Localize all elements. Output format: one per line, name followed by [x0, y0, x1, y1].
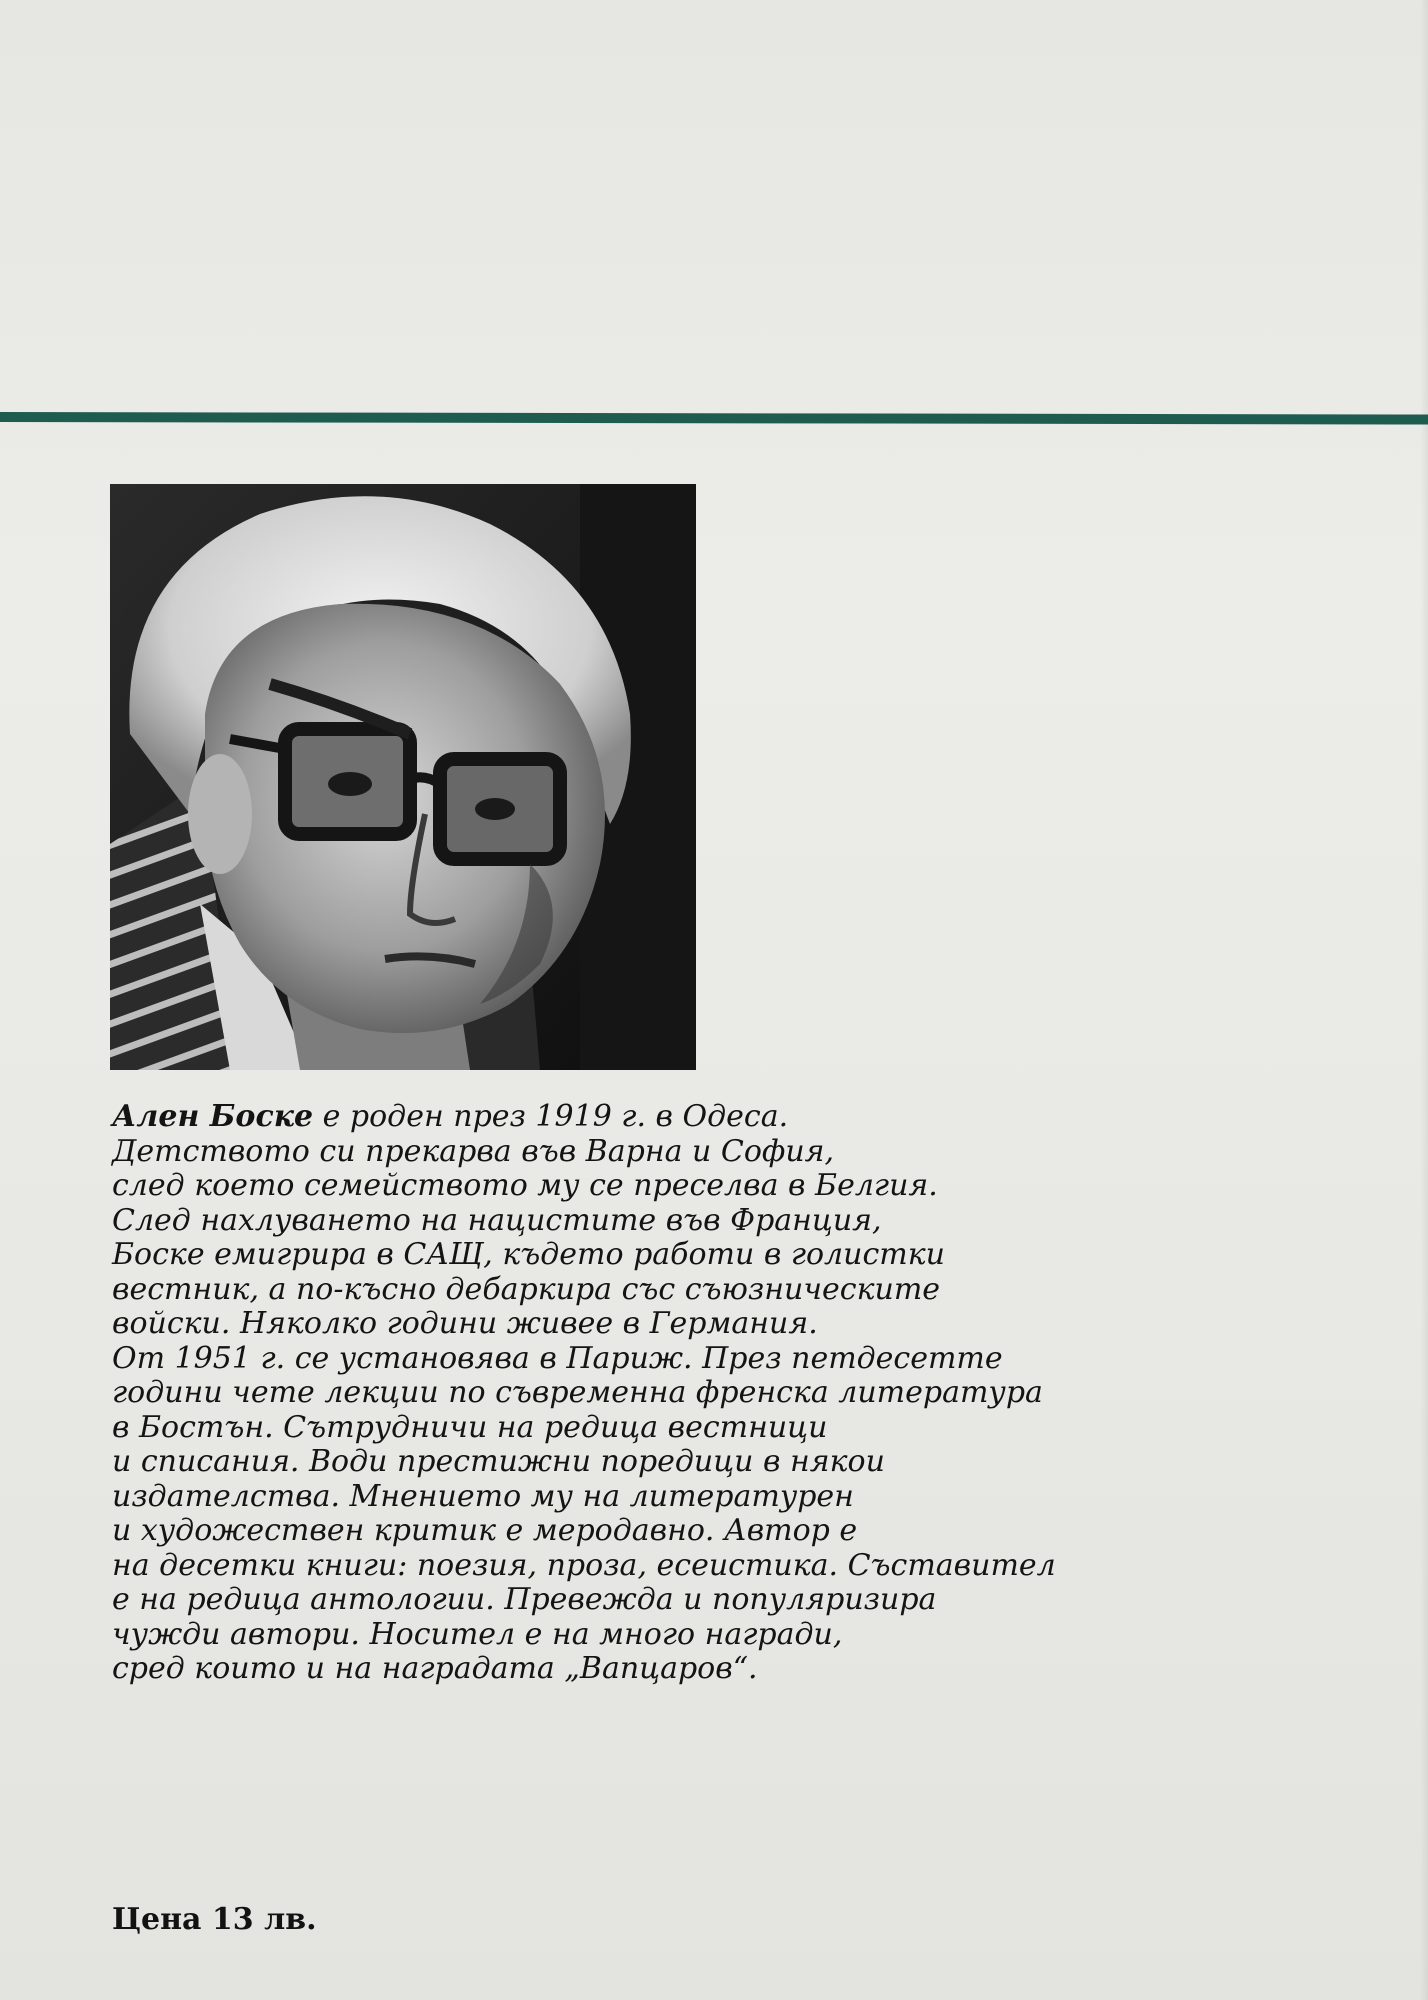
bio-line: години чете лекции по съвременна френска литература [112, 1375, 1043, 1410]
bio-line: войски. Няколко години живее в Германия. [112, 1306, 818, 1341]
price-label: Цена 13 лв. [112, 1902, 317, 1937]
bio-line: издателства. Мнението му на литературен [112, 1478, 854, 1514]
bio-line: От 1951 г. се установява в Париж. През петдесетте [112, 1340, 1003, 1376]
bio-line: е на редица антологии. Превежда и популяризира [112, 1582, 937, 1617]
green-rule-divider [0, 412, 1428, 424]
bio-line: сред които и на наградата „Вапцаров“. [112, 1651, 758, 1686]
bio-line: и списания. Води престижни поредици в някои [112, 1444, 885, 1479]
bio-first-line-text: е роден през 1919 г. в Одеса. [313, 1099, 789, 1134]
bio-line: вестник, а по-късно дебаркира със съюзническите [112, 1271, 941, 1307]
bio-line: в Бостън. Сътрудничи на редица вестници [112, 1409, 828, 1445]
bio-line: на десетки книги: поезия, проза, есеистика. Съставител [112, 1547, 1056, 1583]
author-name: Ален Боске [112, 1099, 314, 1134]
bio-line: Детството си прекарва във Варна и София, [112, 1133, 835, 1169]
author-biography [112, 1100, 1112, 1687]
bio-line: Боске емигрира в САЩ, където работи в голистки [112, 1237, 945, 1272]
bio-line: и художествен критик е меродавно. Автор е [112, 1513, 858, 1548]
page-edge-shadow [1420, 0, 1428, 2000]
bio-line: след което семейството му се преселва в Белгия. [112, 1168, 938, 1203]
author-portrait-photo [110, 484, 696, 1070]
bio-line: След нахлуването на нацистите във Франция, [112, 1202, 882, 1238]
bio-line: чужди автори. Носител е на много награди, [112, 1616, 843, 1652]
bio-line [112, 1100, 1112, 1135]
